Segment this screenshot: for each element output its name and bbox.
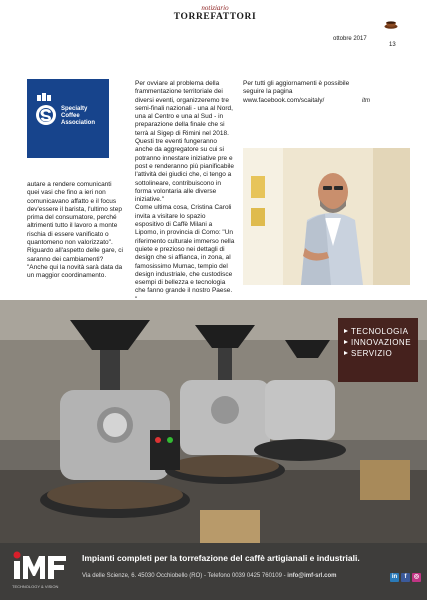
- linkedin-icon[interactable]: in: [391, 574, 398, 580]
- triangle-bullet-icon: [344, 351, 348, 355]
- article-question: Riguardo all'aspetto delle gare, ci saranno dei cambiamenti?: [27, 247, 123, 263]
- article-paragraph: Per tutti gli aggiornamenti è possibile seguire la pagina www.facebook.com/scaitaly/: [243, 80, 350, 104]
- sca-logo: [27, 79, 109, 158]
- coffee-cup-icon: [384, 20, 398, 29]
- masthead-title: TORREFATTORI: [173, 12, 257, 22]
- sca-line: Coffee: [61, 113, 80, 119]
- sca-wordmark: [61, 106, 95, 127]
- article-paragraph: Come ultima cosa, Cristina Caroli invita a visitare lo spazio espositivo di Caffè Milani a Lipomo, in provincia di Como: "Un riferimento culturale immerso nella quiete e prezioso nei dettagli di design che si affianca, in zona, al famosissimo Mumac, tempio del design industriale, che custodisce esempi di bellezza e tecnologia che fanno grande il nostro Paese.: [135, 204, 235, 295]
- article-paragraph: "Anche qui la novità sarà data da un maggior coordinamento.: [27, 263, 123, 280]
- author-signature: itm: [362, 98, 370, 104]
- separator: -: [203, 573, 208, 579]
- company-phone: Telefono 0039 0425 760109: [207, 573, 282, 579]
- article-column-1: [27, 181, 124, 281]
- badge-item: [338, 326, 418, 337]
- imf-tagline: TECHNOLOGY & VISION: [12, 584, 59, 589]
- article-column-3: [243, 80, 361, 105]
- separator: -: [283, 573, 288, 579]
- imf-logo: [12, 550, 70, 580]
- badge-item-label: SERVIZIO: [351, 349, 393, 358]
- page-number: 13: [389, 42, 396, 48]
- company-email[interactable]: info@imf-srl.com: [287, 573, 337, 579]
- badge-item-label: INNOVAZIONE: [351, 338, 412, 347]
- issue-date: ottobre 2017: [333, 36, 367, 42]
- sca-line: Association: [61, 120, 96, 126]
- badge-item: [338, 337, 418, 348]
- speaker-portrait-photo: [243, 148, 410, 285]
- company-address: Via delle Scienze, 6. 45030 Occhiobello (RO): [82, 573, 203, 579]
- instagram-icon[interactable]: ◎: [413, 574, 420, 580]
- imf-advertisement: [0, 300, 427, 600]
- masthead-subtitle: notiziario: [201, 4, 229, 12]
- ad-contact-line: [82, 573, 336, 579]
- badge-item-label: TECNOLOGIA: [351, 327, 409, 336]
- article-paragraph: Per ovviare al problema della frammentazione territoriale dei diversi eventi, organizzeremo tre semi-finali nazionali - una al Nord, una al Centro e una al Sud - in preparazione della finale che si terrà al Sigep di Rimini nel 2018. Questi tre eventi fungeranno anche da aggregatore su cui si potranno innestare iniziative pre e post e renderanno più pianificabile l'attività dei giudici che, ci tengo a sottolineare, contribuiscono in forma volontaria alle diverse iniziative.": [135, 80, 235, 204]
- triangle-bullet-icon: [344, 329, 348, 333]
- facebook-icon[interactable]: f: [401, 573, 410, 582]
- masthead: [140, 4, 290, 22]
- triangle-bullet-icon: [344, 340, 348, 344]
- ad-feature-badge: [338, 318, 418, 382]
- sca-line: Specialty: [61, 106, 88, 112]
- sca-emblem-icon: [33, 93, 59, 133]
- article-column-2: [135, 80, 235, 304]
- ad-headline: Impianti completi per la torrefazione del caffè artigianali e industriali.: [82, 553, 360, 563]
- badge-item: [338, 348, 418, 359]
- article-paragraph: autare a rendere comunicanti quei vasi che fino a ieri non comunicavano affatto e il focus dev'essere il barista, l'ultimo step prima del consumatore, perché altrimenti tutto il lavoro a monte rischia di essere vanificato o quantomeno non valorizzato".: [27, 181, 122, 247]
- ad-footer: [0, 543, 427, 600]
